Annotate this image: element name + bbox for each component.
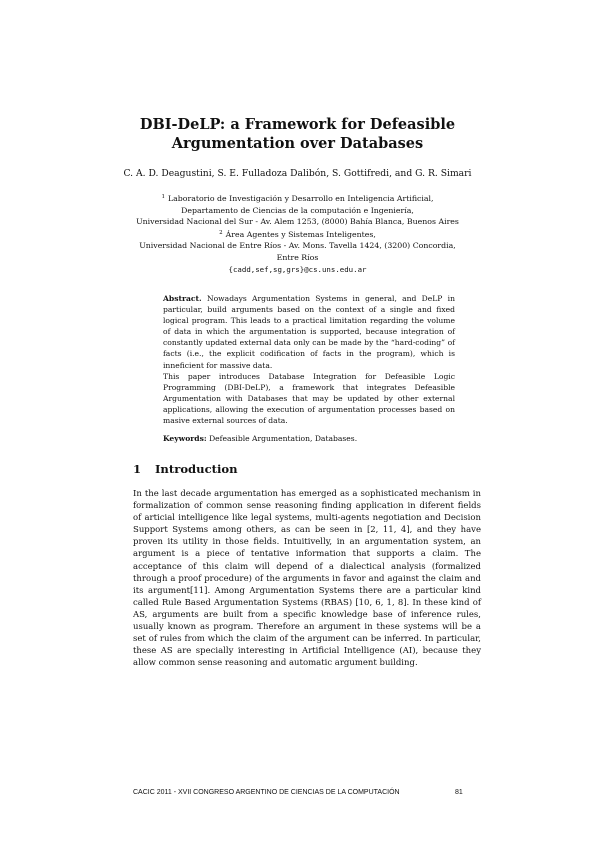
abstract-paragraph-2: This paper introduces Database Integration for Defeasible Logic Programming (DBI-DeLP), a framework that integrates Defeasible Argumentation with Databases that may be updated by other external applications, allowing the execution of argumentation processes based on masive external sources of data. xyxy=(163,371,455,426)
affiliations xyxy=(0,192,595,275)
title-line-1: DBI-DeLP: a Framework for Defeasible xyxy=(139,116,456,133)
section-heading xyxy=(133,462,238,476)
affiliation-2-mark: 2 xyxy=(219,229,223,236)
affiliation-2-line-3: Entre Ríos xyxy=(276,252,319,262)
page-number: 81 xyxy=(455,789,463,796)
affiliation-1-mark: 1 xyxy=(161,194,165,200)
abstract-label: Abstract. xyxy=(163,294,202,303)
abstract xyxy=(163,293,455,444)
page-footer xyxy=(133,789,473,796)
affiliation-2-line-1 xyxy=(0,228,595,241)
affiliation-2-line-2: Universidad Nacional de Entre Ríos - Av. Mons. Tavella 1424, (3200) Concordia, xyxy=(139,241,456,251)
section-number: 1 xyxy=(133,462,142,476)
affiliation-1-line-1-text: Laboratorio de Investigación y Desarrollo en Inteligencia Artificial, xyxy=(167,194,434,203)
keywords-label: Keywords: xyxy=(163,434,207,444)
keywords-text: Defeasible Argumentation, Databases. xyxy=(209,434,358,444)
author-emails: {cadd,sef,sg,grs}@cs.uns.edu.ar xyxy=(228,264,367,274)
affiliation-1-line-3: Universidad Nacional del Sur - Av. Alem 1253, (8000) Bahía Blanca, Buenos Aires xyxy=(136,217,459,227)
abstract-paragraph-1 xyxy=(163,293,455,371)
affiliation-2-line-1-text: Área Agentes y Sistemas Inteligentes, xyxy=(225,229,376,239)
authors: C. A. D. Deagustini, S. E. Fulladoza Dalibón, S. Gottifredi, and G. R. Simari xyxy=(123,168,472,179)
affiliation-1-line-1 xyxy=(0,192,595,205)
introduction-body xyxy=(133,488,481,669)
footer-conference: CACIC 2011 - XVII CONGRESO ARGENTINO DE CIENCIAS DE LA COMPUTACIÓN xyxy=(133,789,400,796)
section-title: Introduction xyxy=(155,462,238,476)
affiliation-1-line-2: Departamento de Ciencias de la computación e Ingeniería, xyxy=(181,205,414,215)
keywords xyxy=(163,433,455,444)
title-line-2: Argumentation over Databases xyxy=(171,135,424,152)
paper-title xyxy=(0,115,595,153)
abstract-text-1: Nowadays Argumentation Systems in general, and DeLP in particular, build arguments based on the context of a single and fixed logical program. This leads to a practical limitation regarding the volume of data in which the argumentation is supported, because integration of constantly updated external data only can be made by the “hard-coding” of facts (i.e., the explicit codification of facts in the program), which is inneficient for massive data. xyxy=(163,294,455,370)
introduction-paragraph: In the last decade argumentation has emerged as a sophisticated mechanism in formalization of common sense reasoning finding application in diferent fields of articial intelligence like legal systems, multi-agents negotiation and Decision Support Systems among others, as can be seen in [2, 11, 4], and they have proven its utility in those fields. Intuitivelly, in an argumentation system, an argument is a piece of tentative information that supports a claim. The acceptance of this claim will depend of a dialectical analysis (formalized through a proof procedure) of the arguments in favor and against the claim and its argument[11]. Among Argumentation Systems there are a particular kind called Rule Based Argumentation Systems (RBAS) [10, 6, 1, 8]. In these kind of AS, arguments are built from a specific knowledge base of inference rules, usually known as program. Therefore an argument in these systems will be a set of rules from which the claim of the argument can be inferred. In particular, these AS are specially interesting in Artificial Intelligence (AI), because they allow common sense reasoning and automatic argument building. xyxy=(133,489,481,669)
